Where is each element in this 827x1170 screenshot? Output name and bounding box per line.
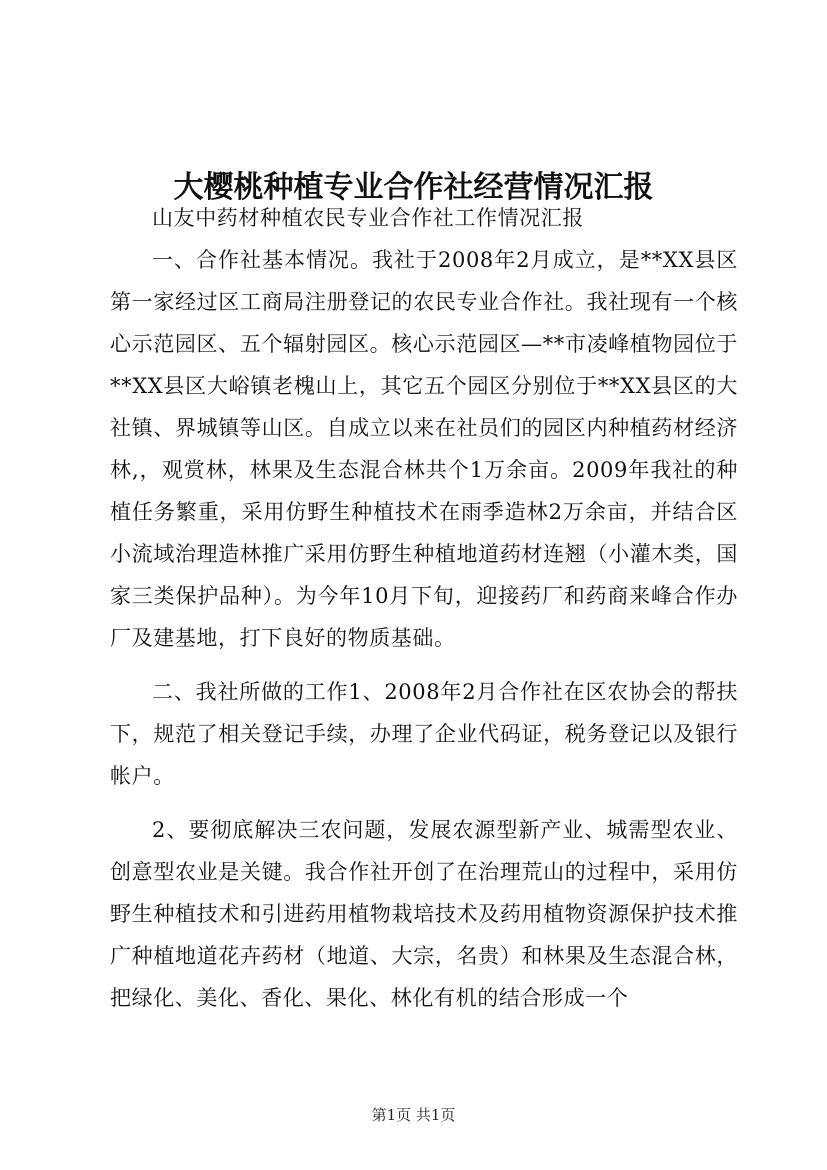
document-subtitle: 山友中药材种植农民专业合作社工作情况汇报 xyxy=(152,206,584,230)
paragraph-work-done: 二、我社所做的工作1、2008年2月合作社在区农协会的帮扶下，规范了相关登记手续，办理了企业代码证，税务登记以及银行帐户。 xyxy=(110,680,738,788)
document-body xyxy=(110,197,738,1019)
document-title: 大樱桃种植专业合作社经营情况汇报 xyxy=(173,170,654,206)
paragraph-three-rural-issues: 2、要彻底解决三农问题，发展农源型新产业、城需型农业、创意型农业是关键。我合作社开创了在治理荒山的过程中，采用仿野生种植技术和引进药用植物栽培技术及药用植物资源保护技术推广种植地道花卉药材（地道、大宗，名贵）和林果及生态混合林，把绿化、美化、香化、果化、林化有机的结合形成一个 xyxy=(110,818,738,1010)
page-number-footer: 第1页 共1页 xyxy=(371,1106,456,1124)
paragraph-basic-info: 一、合作社基本情况。我社于2008年2月成立，是**XX县区第一家经过区工商局注册登记的农民专业合作社。我社现有一个核心示范园区、五个辐射园区。核心示范园区—**市凌峰植物园位于**XX县区大峪镇老槐山上，其它五个园区分别位于**XX县区的大社镇、界城镇等山区。自成立以来在社员们的园区内种植药材经济林,，观赏林，林果及生态混合林共个1万余亩。2009年我社的种植任务繁重，采用仿野生种植技术在雨季造林2万余亩，并结合区小流域治理造林推广采用仿野生种植地道药材连翘（小灌木类，国家三类保护品种）。为今年10月下旬，迎接药厂和药商来峰合作办厂及建基地，打下良好的物质基础。 xyxy=(110,248,738,650)
